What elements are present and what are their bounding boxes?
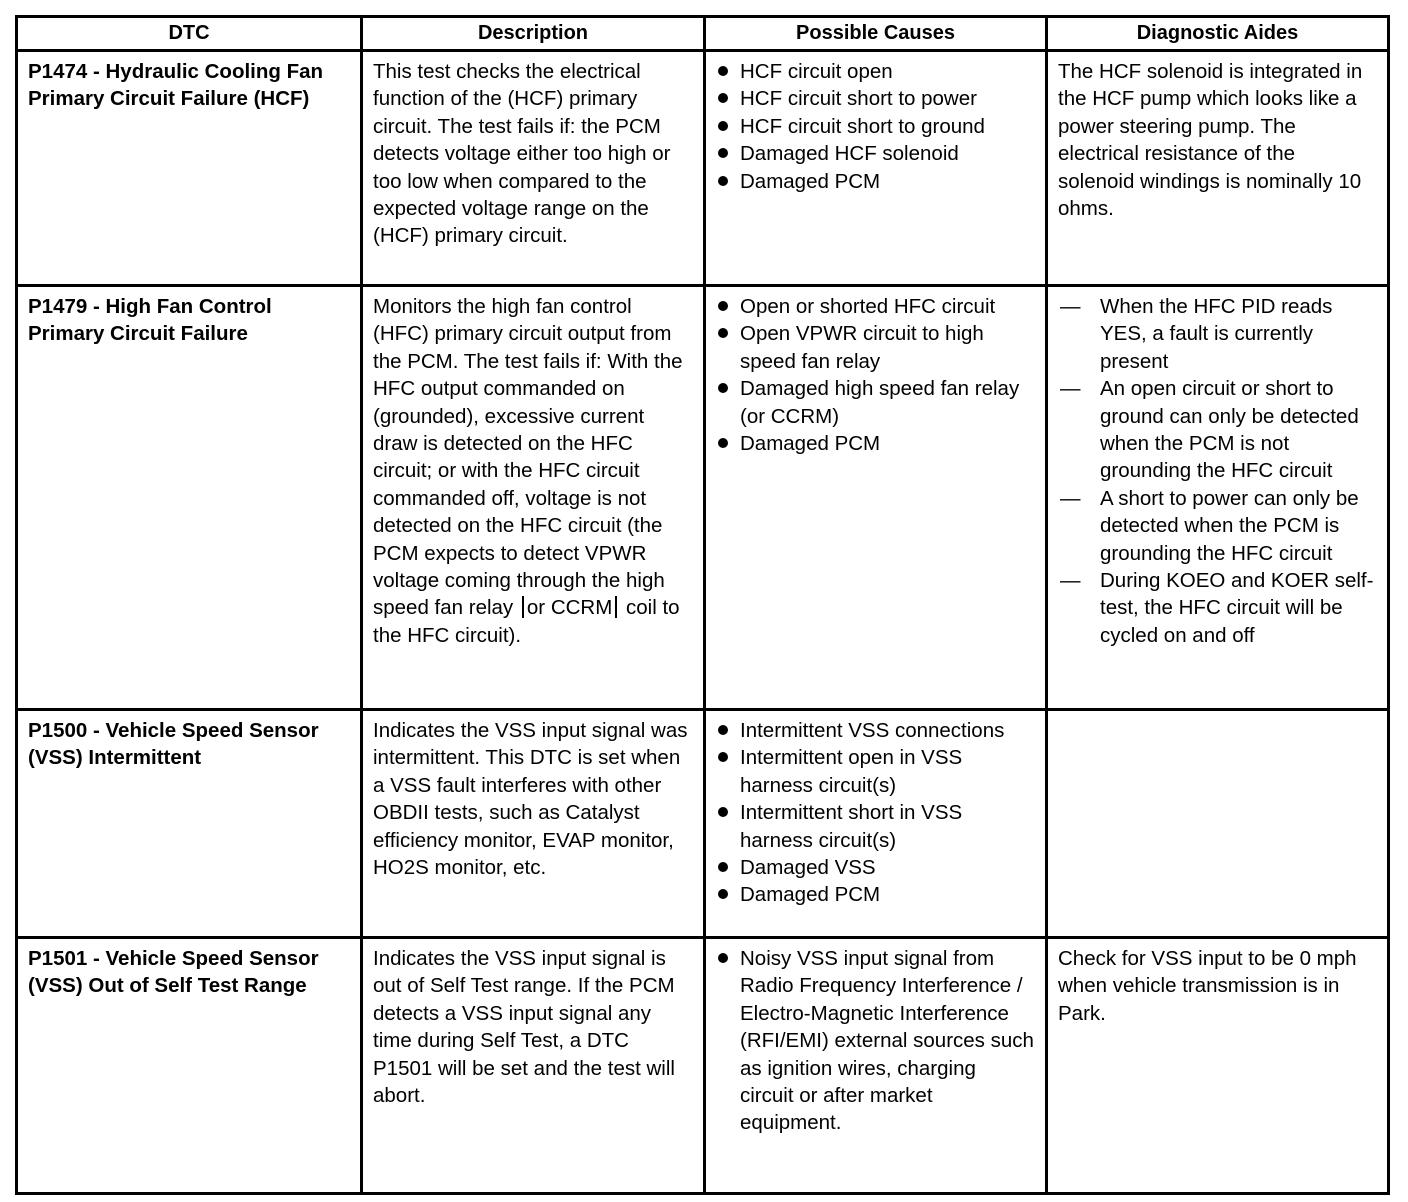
aides-cell (1047, 710, 1389, 938)
cause-item: Damaged HCF solenoid (716, 140, 1035, 167)
aide-item: — When the HFC PID reads YES, a fault is currently present (1058, 293, 1377, 375)
cause-item: HCF circuit short to power (716, 85, 1035, 112)
cause-item: Intermittent open in VSS harness circuit(s) (716, 744, 1035, 799)
header-dtc: DTC (17, 17, 362, 51)
table-row (17, 51, 1389, 286)
aides-cell (1047, 286, 1389, 710)
cause-item: Damaged PCM (716, 168, 1035, 195)
causes-list (716, 58, 1035, 195)
dtc-code: P1501 - Vehicle Speed Sensor (VSS) Out of Self Test Range (17, 938, 362, 1194)
cause-item: Damaged VSS (716, 854, 1035, 881)
header-possible-causes: Possible Causes (705, 17, 1047, 51)
causes-cell (705, 938, 1047, 1194)
causes-list (716, 293, 1035, 457)
table-row (17, 710, 1389, 938)
cause-item: Damaged PCM (716, 881, 1035, 908)
cause-item: HCF circuit open (716, 58, 1035, 85)
header-row (17, 17, 1389, 51)
causes-cell (705, 51, 1047, 286)
table-row (17, 286, 1389, 710)
description-cell: This test checks the electrical function of the (HCF) primary circuit. The test fails if: the PCM detects voltage either too high or too low when compared to the expected voltage range on the (HCF) primary circuit. (362, 51, 705, 286)
aide-item: — During KOEO and KOER self-test, the HFC circuit will be cycled on and off (1058, 567, 1377, 649)
description-text: coil to the HFC circuit). (373, 596, 680, 647)
header-description: Description (362, 17, 705, 51)
description-text: Monitors the high fan control (HFC) primary circuit output from the PCM. The test fails if: With the HFC output commanded on (grounded), excessive current draw is detected on the HFC circuit; or with the HFC circuit commanded off, voltage is not detected on the HFC circuit (the PCM expects to detect VPWR voltage coming through the high speed fan relay (373, 295, 683, 620)
dtc-code: P1474 - Hydraulic Cooling Fan Primary Circuit Failure (HCF) (17, 51, 362, 286)
aide-item: — A short to power can only be detected when the PCM is grounding the HFC circuit (1058, 485, 1377, 567)
dtc-table (15, 15, 1390, 1195)
aides-cell: The HCF solenoid is integrated in the HCF pump which looks like a power steering pump. The electrical resistance of the solenoid windings is nominally 10 ohms. (1047, 51, 1389, 286)
description-cell: Indicates the VSS input signal is out of Self Test range. If the PCM detects a VSS input signal any time during Self Test, a DTC P1501 will be set and the test will abort. (362, 938, 705, 1194)
cause-item: HCF circuit short to ground (716, 113, 1035, 140)
dtc-code: P1500 - Vehicle Speed Sensor (VSS) Intermittent (17, 710, 362, 938)
dtc-code: P1479 - High Fan Control Primary Circuit Failure (17, 286, 362, 710)
bracket-left (522, 596, 524, 618)
description-cell (362, 286, 705, 710)
header-diagnostic-aides: Diagnostic Aides (1047, 17, 1389, 51)
cause-item: Open or shorted HFC circuit (716, 293, 1035, 320)
cause-item: Intermittent VSS connections (716, 717, 1035, 744)
causes-cell (705, 710, 1047, 938)
aide-item: — An open circuit or short to ground can only be detected when the PCM is not grounding the HFC circuit (1058, 375, 1377, 485)
cause-item: Open VPWR circuit to high speed fan relay (716, 320, 1035, 375)
cause-item: Damaged PCM (716, 430, 1035, 457)
cause-item: Noisy VSS input signal from Radio Frequency Interference / Electro-Magnetic Interference (RFI/EMI) external sources such as ignition wires, charging circuit or after market equipment. (716, 945, 1035, 1137)
causes-list (716, 717, 1035, 909)
causes-list (716, 945, 1035, 1137)
description-text: or CCRM (526, 596, 613, 620)
aides-cell: Check for VSS input to be 0 mph when vehicle transmission is in Park. (1047, 938, 1389, 1194)
causes-cell (705, 286, 1047, 710)
bracket-right (615, 596, 617, 618)
cause-item: Damaged high speed fan relay (or CCRM) (716, 375, 1035, 430)
cause-item: Intermittent short in VSS harness circuit(s) (716, 799, 1035, 854)
table-row (17, 938, 1389, 1194)
description-cell: Indicates the VSS input signal was intermittent. This DTC is set when a VSS fault interferes with other OBDII tests, such as Catalyst efficiency monitor, EVAP monitor, HO2S monitor, etc. (362, 710, 705, 938)
aides-list (1058, 293, 1377, 649)
